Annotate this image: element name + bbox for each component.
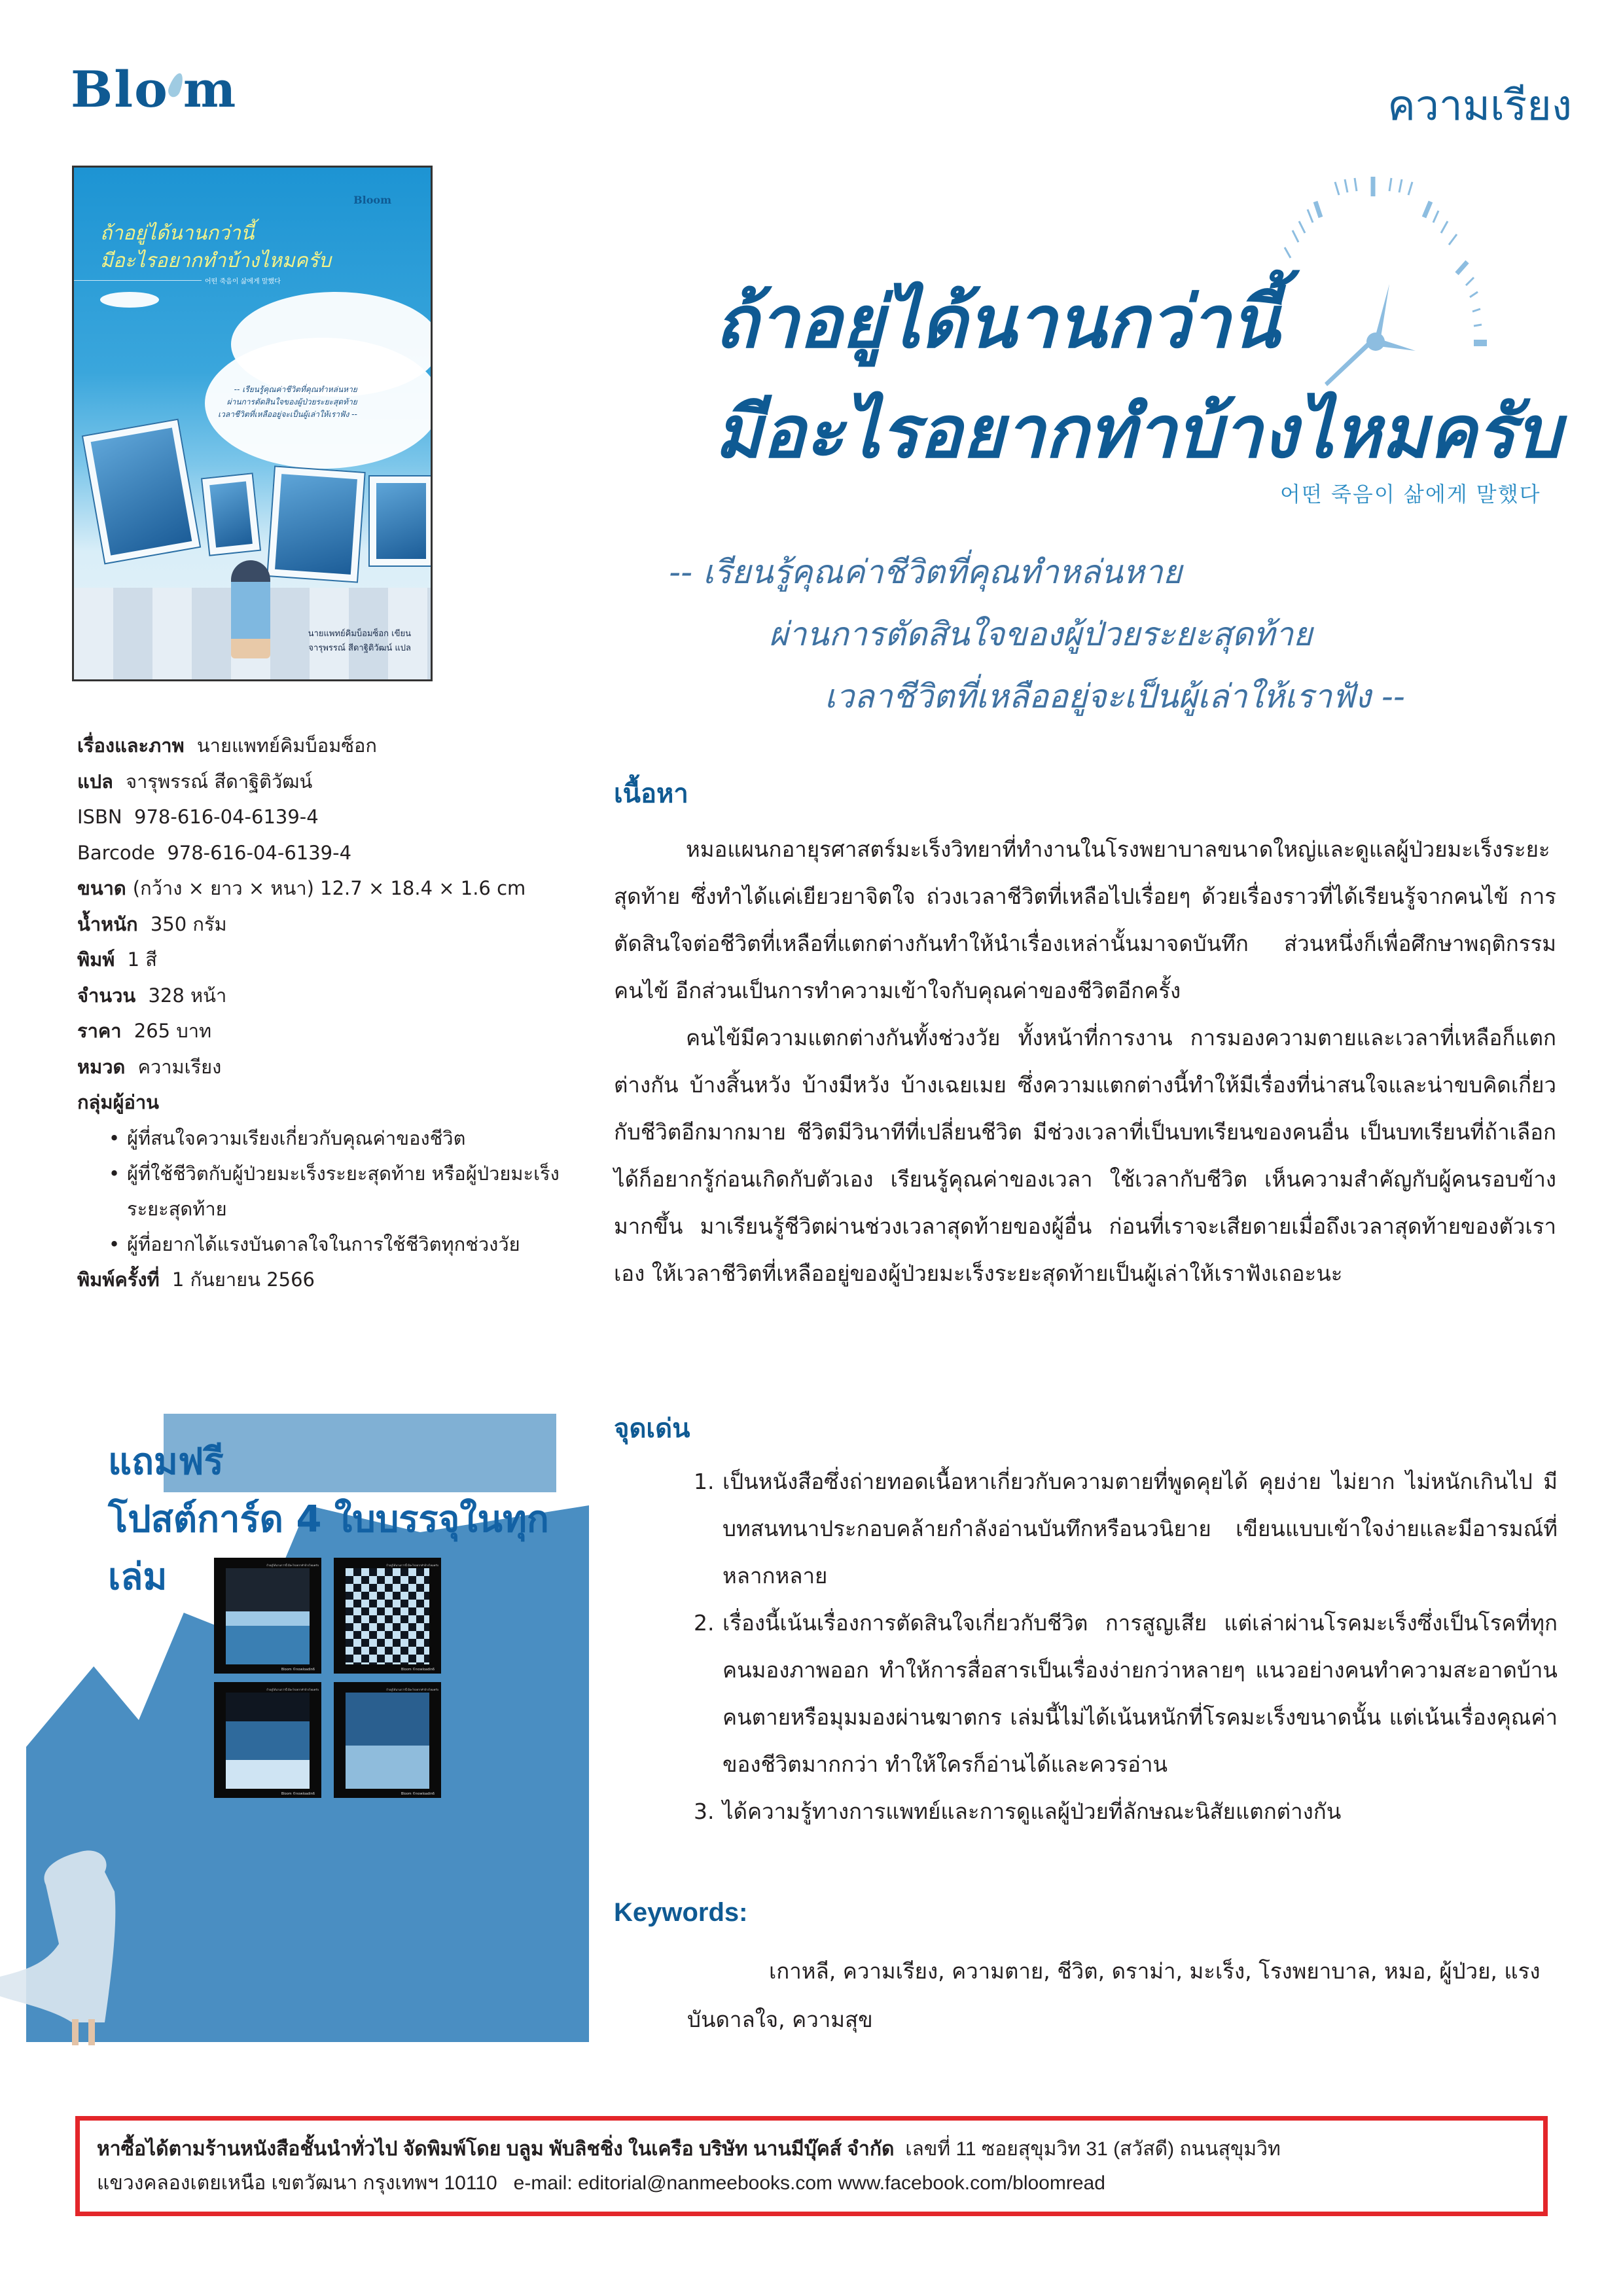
cover-logo: Bloom	[353, 194, 391, 206]
highlights-heading: จุดเด่น	[614, 1414, 690, 1443]
highlight-item: 2. เรื่องนี้เน้นเรื่องการตัดสินใจเกี่ยวกับชีวิต การสูญเสีย แต่เล่าผ่านโรคมะเร็งซึ่งเป็นโรคที่ทุกคนมองภาพออก ทำให้การสื่อสารเป็นเรื่องง่ายกว่าหลายๆ แนวอย่างคนทำความสะอาดบ้านคนตายหรือมุมมองผ่านฆาตกร เล่มนี้ไม่ได้เน้นหนักที่โรคมะเร็งขนาดนั้น แต่เน้นเรื่องคุณค่าของชีวิตมากกว่า ทำให้ใครก็อ่านได้และควรอ่าน	[694, 1610, 1558, 1777]
highlight-item: 1. เป็นหนังสือซึ่งถ่ายทอดเนื้อหาเกี่ยวกับความตายที่พูดคุยได้ คุยง่าย ไม่ยาก ไม่หนักเกินไป มีบทสนทนาประกอบคล้ายกำลังอ่านบันทึกหรือนวนิยาย เขียนแบบเข้าใจง่ายและมีอารมณ์ที่หลากหลาย	[694, 1469, 1558, 1588]
postcard-hourglass: ถ้าอยู่ได้นานกว่านี้ มีอะไรอยากทำบ้างไหมครับ Bloom ©nowloadin6	[214, 1558, 321, 1674]
book-specs	[77, 728, 588, 1297]
postcard-cinema: ถ้าอยู่ได้นานกว่านี้ มีอะไรอยากทำบ้างไหมครับ Bloom ©nowloadin6	[214, 1682, 321, 1798]
spec-print: พิมพ์ 1 สี	[77, 948, 157, 971]
footer-publisher: หาซื้อได้ตามร้านหนังสือชั้นนำทั่วไป จัดพิมพ์โดย บลูม พับลิชชิ่ง ในเครือ บริษัท นานมีบุ๊คส์ จำกัด	[97, 2138, 895, 2160]
highlight-item: 3. ได้ความรู้ทางการแพทย์และการดูแลผู้ป่วยที่ลักษณะนิสัยแตกต่างกัน	[694, 1799, 1342, 1824]
hanging-photo	[82, 418, 201, 564]
spec-audience-label: กลุ่มผู้อ่าน	[77, 1091, 159, 1113]
category-label: ความเรียง	[1387, 82, 1572, 130]
hanging-photo	[368, 475, 433, 567]
leaf-icon	[166, 71, 186, 99]
cover-credits: นายแพทย์คิมบ็อมซ็อก เขียน จารุพรรณ์ สีดาฐิติวัฒน์ แปล	[308, 629, 411, 653]
book-title: ถ้าอยู่ได้นานกว่านี้ มีอะไรอยากทำบ้างไหมครับ	[715, 280, 1561, 474]
spec-pages: จำนวน 328 หน้า	[77, 984, 227, 1007]
girl-figure	[231, 560, 270, 658]
audience-list	[77, 1121, 588, 1262]
korean-subtitle: 어떤 죽음이 삶에게 말했다	[1280, 482, 1541, 507]
content-body	[614, 826, 1556, 1297]
hanging-photo	[266, 465, 366, 583]
hourglass-monitor-art	[226, 1568, 310, 1664]
tagline-line-1: -- เรียนรู้คุณค่าชีวิตที่คุณทำหล่นหาย	[669, 553, 1183, 591]
footer-address-1: เลขที่ 11 ซอยสุขุมวิท 31 (สวัสดี) ถนนสุขุมวิท	[905, 2138, 1281, 2160]
book-cover-image	[72, 166, 433, 681]
keywords-heading: Keywords:	[614, 1898, 748, 1927]
spec-price: ราคา 265 บาท	[77, 1020, 212, 1042]
cinema-popcorn-art	[226, 1693, 310, 1789]
keywords-text: เกาหลี, ความเรียง, ความตาย, ชีวิต, ดราม่า, มะเร็ง, โรงพยาบาล, หมอ, ผู้ป่วย, แรงบันดาลใจ, ความสุข	[687, 1958, 1541, 2032]
cover-divider	[74, 280, 202, 281]
footer-email[interactable]: e-mail: editorial@nanmeebooks.com	[513, 2172, 833, 2194]
content-heading: เนื้อหา	[614, 780, 688, 808]
spec-size: ขนาด (กว้าง × ยาว × หนา) 12.7 × 18.4 × 1.6 cm	[77, 877, 526, 899]
spec-translator: แปล จารุพรรณ์ สีดาฐิติวัฒน์	[77, 770, 313, 793]
spec-isbn: ISBN 978-616-04-6139-4	[77, 806, 319, 828]
bloom-logo: Blo m	[71, 60, 238, 118]
tagline-line-2: ผ่านการตัดสินใจของผู้ป่วยระยะสุดท้าย	[769, 615, 1313, 653]
tagline-line-3: เวลาชีวิตที่เหลืออยู่จะเป็นผู้เล่าให้เราฟัง --	[825, 677, 1405, 715]
footer-website[interactable]: www.facebook.com/bloomread	[838, 2172, 1105, 2194]
spec-genre: หมวด ความเรียง	[77, 1055, 222, 1078]
shopping-cart-art	[346, 1693, 429, 1789]
cloud	[100, 292, 159, 308]
footer-address-2: แขวงคลองเตยเหนือ เขตวัฒนา กรุงเทพฯ 10110	[97, 2172, 497, 2194]
cover-korean-subtitle: 어떤 죽음이 삶에게 말했다	[205, 278, 281, 285]
spec-first-print: พิมพ์ครั้งที่ 1 กันยายน 2566	[77, 1268, 315, 1291]
content-paragraph: หมอแผนกอายุรศาสตร์มะเร็งวิทยาที่ทำงานในโรงพยาบาลขนาดใหญ่และดูแลผู้ป่วยมะเร็งระยะสุดท้าย ซึ่งทำได้แค่เยียวยาจิตใจ ถ่วงเวลาชีวิตที่เหลือไปเรื่อยๆ ด้วยเรื่องราวที่ได้เรียนรู้จากคนไข้ การตัดสินใจต่อชีวิตที่เหลือที่แตกต่างกันทำให้นำเรื่องเหล่านั้นมาจดบันทึก ส่วนหนึ่งก็เพื่อศึกษาพฤติกรรมคนไข้ อีกส่วนเป็นการทำความเข้าใจกับคุณค่าของชีวิตอีกครั้ง	[614, 836, 1556, 1003]
content-paragraph: คนไข้มีความแตกต่างกันทั้งช่วงวัย ทั้งหน้าที่การงาน การมองความตายและเวลาที่เหลือก็แตกต่างกัน บ้างสิ้นหวัง บ้างมีหวัง บ้างเฉยเมย ซึ่งความแตกต่างนี้ทำให้มีเรื่องที่น่าสนใจและน่าขบคิดเกี่ยวกับชีวิตอีกมากมาย ชีวิตมีวินาทีที่เปลี่ยนชีวิต มีช่วงเวลาที่เป็นบทเรียนของคนอื่น เป็นบทเรียนที่ถ้าเลือกได้ก็อยากรู้ก่อนเกิดกับตัวเอง เรียนรู้คุณค่าของเวลา ใช้เวลากับชีวิต เห็นความสำคัญกับผู้คนรอบข้างมากขึ้น มาเรียนรู้ชีวิตผ่านช่วงเวลาสุดท้ายของผู้อื่น ก่อนที่เราจะเสียดายเมื่อถึงเวลาสุดท้ายของตัวเราเอง ให้เวลาชีวิตที่เหลืออยู่ของผู้ป่วยมะเร็งระยะสุดท้ายเป็นผู้เล่าให้เราฟังเถอะนะ	[614, 1025, 1556, 1286]
spec-weight: น้ำหนัก 350 กรัม	[77, 912, 227, 935]
sheet-ghost-figure	[0, 1846, 196, 2055]
spec-barcode: Barcode 978-616-04-6139-4	[77, 841, 352, 864]
cover-tagline: -- เรียนรู้คุณค่าชีวิตที่คุณทำหล่นหาย ผ่านการตัดสินใจของผู้ป่วยระยะสุดท้าย เวลาชีวิตที่เหลืออยู่จะเป็นผู้เล่าให้เราฟัง --	[218, 385, 357, 419]
audience-item: • ผู้ที่ใช้ชีวิตกับผู้ป่วยมะเร็งระยะสุดท้าย หรือผู้ป่วยมะเร็งระยะสุดท้าย	[109, 1156, 588, 1227]
audience-item: • ผู้ที่อยากได้แรงบันดาลใจในการใช้ชีวิตทุกช่วงวัย	[109, 1227, 588, 1262]
postcard-picnic: ถ้าอยู่ได้นานกว่านี้ มีอะไรอยากทำบ้างไหมครับ Bloom ©nowloadin6	[334, 1558, 441, 1674]
postcard-cart: ถ้าอยู่ได้นานกว่านี้ มีอะไรอยากทำบ้างไหมครับ Bloom ©nowloadin6	[334, 1682, 441, 1798]
hanging-photo	[201, 473, 261, 556]
highlights-list	[694, 1458, 1558, 1835]
promo-title: แถมฟรี โปสต์การ์ด 4 ใบบรรจุในทุกเล่ม	[108, 1441, 549, 1598]
picnic-basket-art	[346, 1568, 429, 1664]
cover-title: ถ้าอยู่ได้นานกว่านี้ มีอะไรอยากทำบ้างไหมครับ	[100, 222, 331, 272]
footer-publisher-info	[75, 2116, 1548, 2216]
spec-story: เรื่องและภาพ นายแพทย์คิมบ็อมซ็อก	[77, 734, 377, 757]
audience-item: • ผู้ที่สนใจความเรียงเกี่ยวกับคุณค่าของชีวิต	[109, 1121, 588, 1156]
